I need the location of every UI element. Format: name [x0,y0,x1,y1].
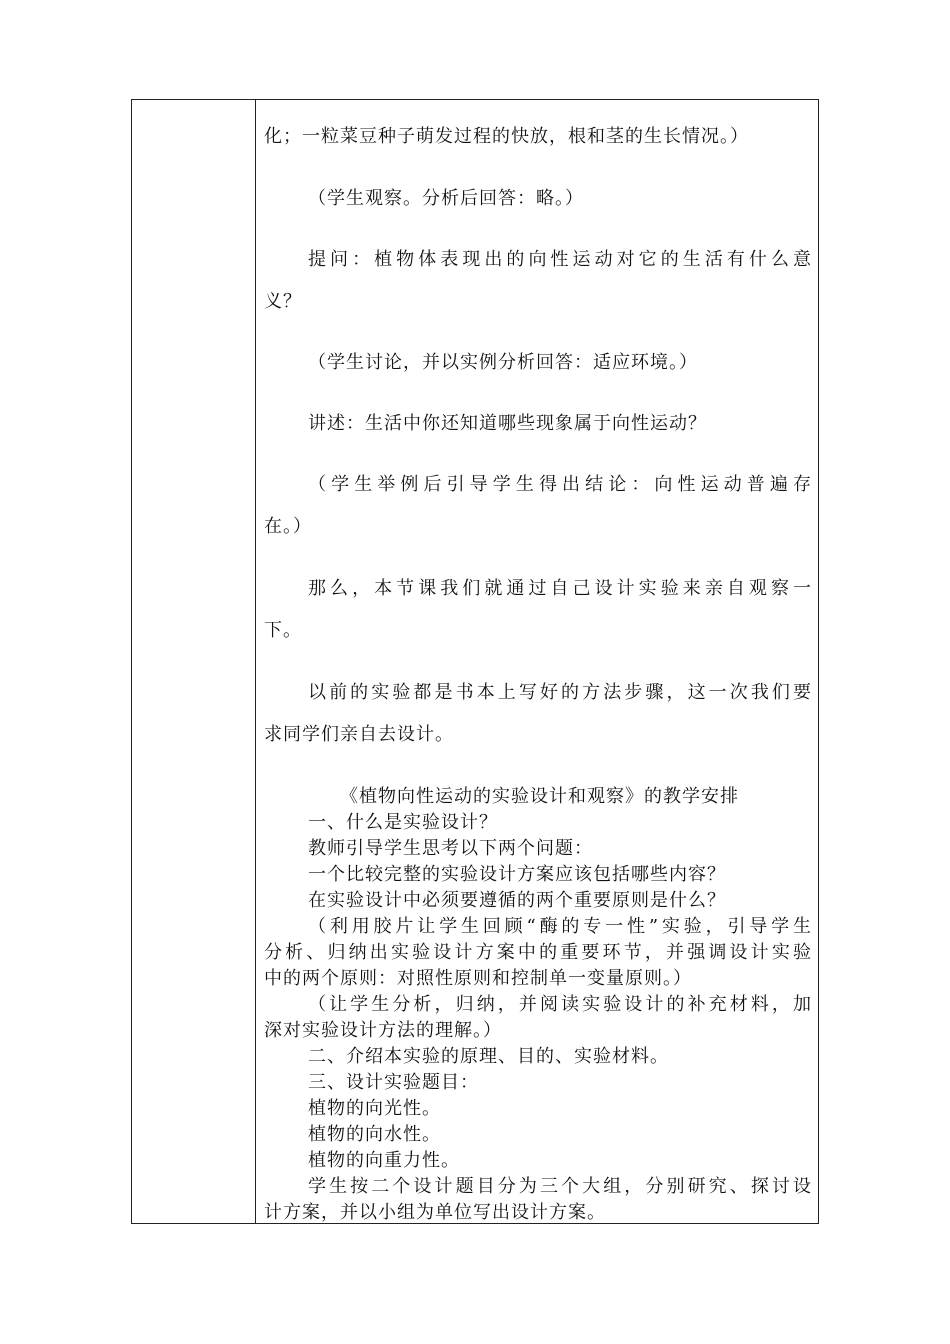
text-line: 义？ [264,291,302,312]
text-line: 下。 [264,620,302,641]
text-line: 讲述：生活中你还知道哪些现象属于向性运动？ [308,413,707,434]
text-line: （学生讨论，并以实例分析回答：适应环境。） [308,352,698,373]
text-line: （学生举例后引导学生得出结论：向性运动普遍存 [308,474,812,495]
text-line: 植物的向水性。 [308,1124,441,1145]
text-line: 教师引导学生思考以下两个问题： [308,838,593,859]
text-line: （让学生分析，归纳，并阅读实验设计的补充材料，加 [308,994,812,1015]
text-line: 化；一粒菜豆种子萌发过程的快放，根和茎的生长情况。） [264,126,749,147]
text-line: 学生按二个设计题目分为三个大组，分别研究、探讨设 [308,1176,812,1197]
text-line: 求同学们亲自去设计。 [264,724,454,745]
text-line: 一个比较完整的实验设计方案应该包括哪些内容？ [308,864,726,885]
text-line: 计方案，并以小组为单位写出设计方案。 [264,1202,606,1223]
text-line: 那么，本节课我们就通过自己设计实验来亲自观察一 [308,578,812,599]
text-line: 在实验设计中必须要遵循的两个重要原则是什么？ [308,890,726,911]
text-line: 植物的向光性。 [308,1098,441,1119]
column-divider [255,100,256,1223]
text-line: 三、设计实验题目： [308,1072,479,1093]
text-line: 中的两个原则：对照性原则和控制单一变量原则。） [264,968,692,989]
text-line: 提问：植物体表现出的向性运动对它的生活有什么意 [308,249,812,270]
text-line: （学生观察。分析后回答：略。） [308,188,584,209]
text-line: 植物的向重力性。 [308,1150,460,1171]
text-line: 深对实验设计方法的理解。） [264,1020,502,1041]
text-line: 以前的实验都是书本上写好的方法步骤，这一次我们要 [308,682,812,703]
section-title: 《植物向性运动的实验设计和观察》的教学安排 [340,786,739,807]
text-line: 一、什么是实验设计？ [308,812,498,833]
text-line: （利用胶片让学生回顾“酶的专一性”实验，引导学生 [308,916,812,937]
text-line: 二、介绍本实验的原理、目的、实验材料。 [308,1046,669,1067]
text-line: 在。） [264,516,312,537]
text-line: 分析、归纳出实验设计方案中的重要环节，并强调设计实验 [264,942,812,963]
